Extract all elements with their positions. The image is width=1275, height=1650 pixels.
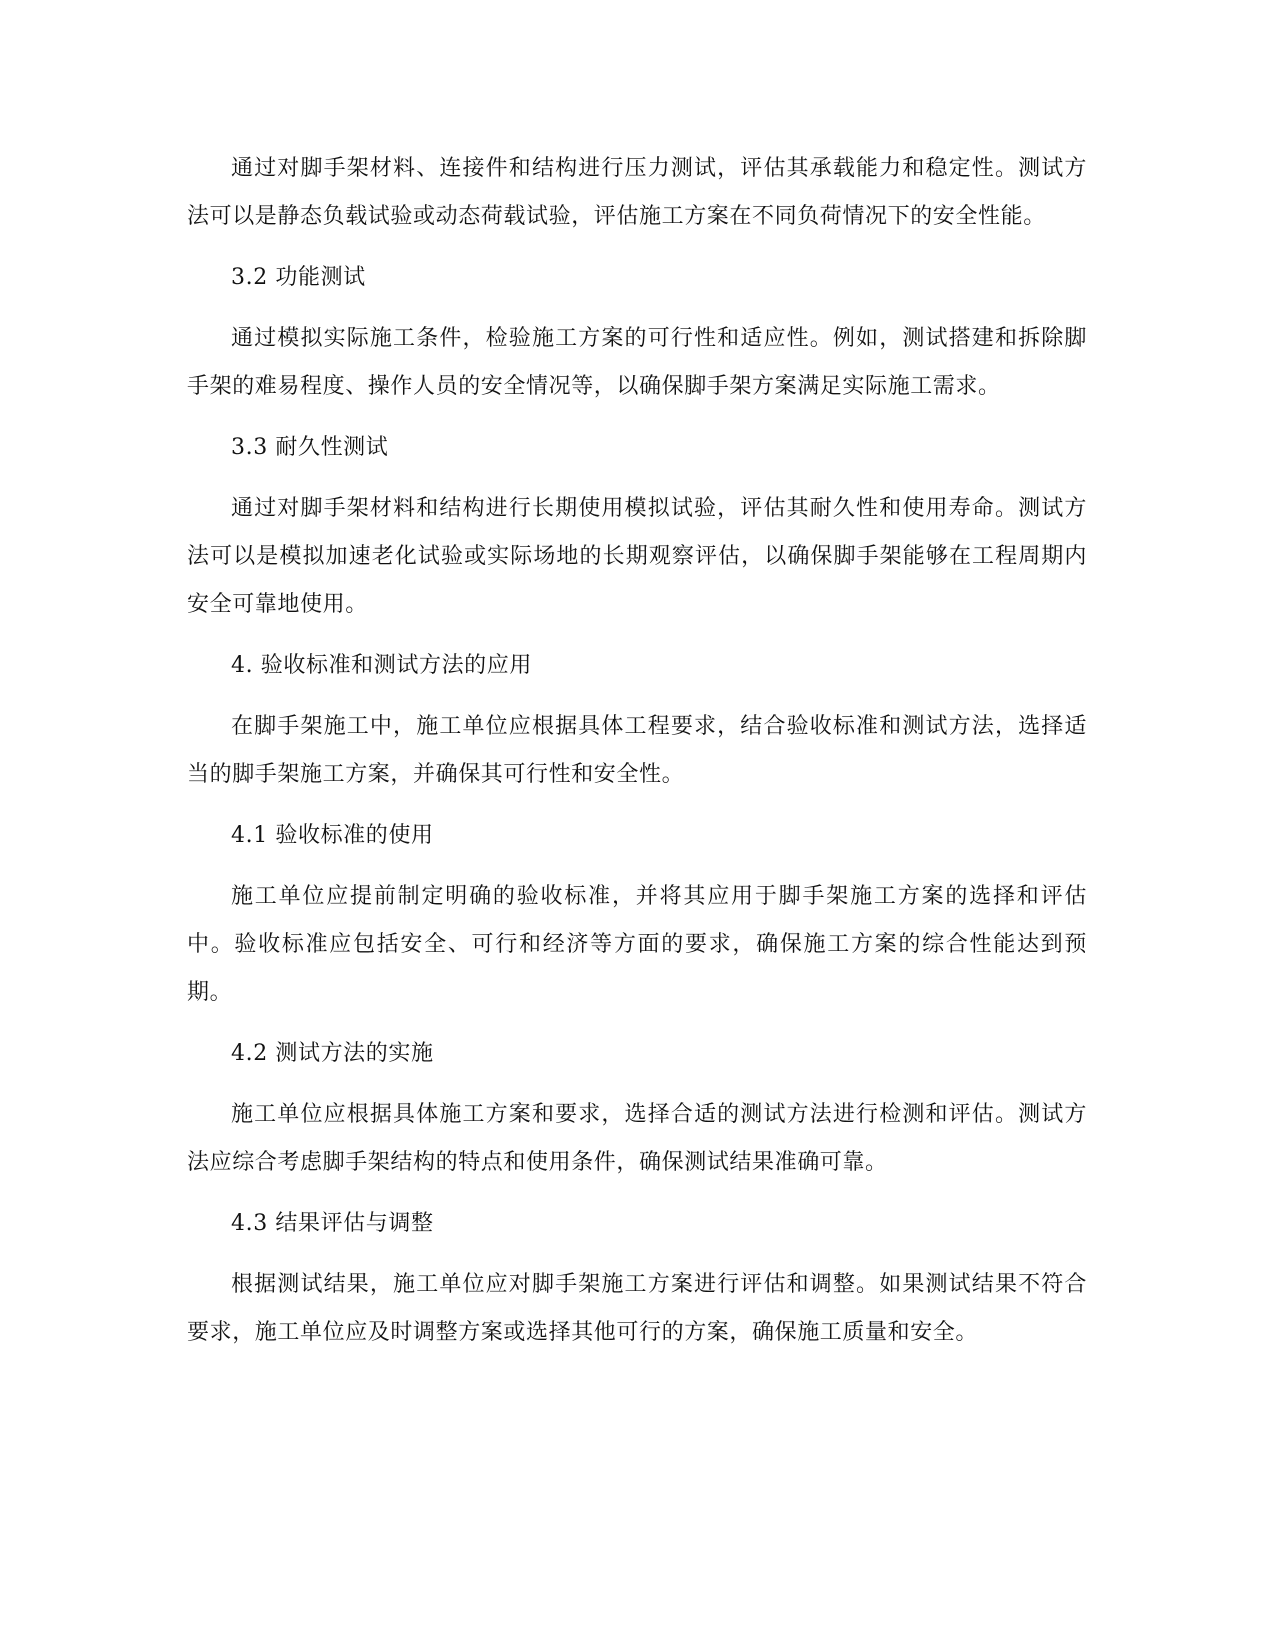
paragraph-durability-test: 通过对脚手架材料和结构进行长期使用模拟试验，评估其耐久性和使用寿命。测试方法可以是模拟加速老化试验或实际场地的长期观察评估，以确保脚手架能够在工程周期内安全可靠地使用。 [187,496,1087,617]
paragraph-standard-use: 施工单位应提前制定明确的验收标准，并将其应用于脚手架施工方案的选择和评估中。验收标准应包括安全、可行和经济等方面的要求，确保施工方案的综合性能达到预期。 [187,884,1087,1005]
heading-4-application: 4. 验收标准和测试方法的应用 [231,653,532,678]
paragraph-pressure-test: 通过对脚手架材料、连接件和结构进行压力测试，评估其承载能力和稳定性。测试方法可以是静态负载试验或动态荷载试验，评估施工方案在不同负荷情况下的安全性能。 [187,156,1087,229]
paragraph-method-implementation: 施工单位应根据具体施工方案和要求，选择合适的测试方法进行检测和评估。测试方法应综合考虑脚手架结构的特点和使用条件，确保测试结果准确可靠。 [187,1102,1087,1175]
paragraph-application: 在脚手架施工中，施工单位应根据具体工程要求，结合验收标准和测试方法，选择适当的脚手架施工方案，并确保其可行性和安全性。 [187,714,1087,787]
heading-4-3-result-evaluation: 4.3 结果评估与调整 [231,1211,434,1236]
heading-3-3-durability-test: 3.3 耐久性测试 [231,435,389,460]
heading-3-2-function-test: 3.2 功能测试 [231,265,366,290]
paragraph-result-evaluation: 根据测试结果，施工单位应对脚手架施工方案进行评估和调整。如果测试结果不符合要求，施工单位应及时调整方案或选择其他可行的方案，确保施工质量和安全。 [187,1272,1087,1345]
heading-4-1-standard-use: 4.1 验收标准的使用 [231,823,434,848]
document-body [187,145,1087,1370]
paragraph-function-test: 通过模拟实际施工条件，检验施工方案的可行性和适应性。例如，测试搭建和拆除脚手架的难易程度、操作人员的安全情况等，以确保脚手架方案满足实际施工需求。 [187,326,1087,399]
heading-4-2-method-implementation: 4.2 测试方法的实施 [231,1041,434,1066]
